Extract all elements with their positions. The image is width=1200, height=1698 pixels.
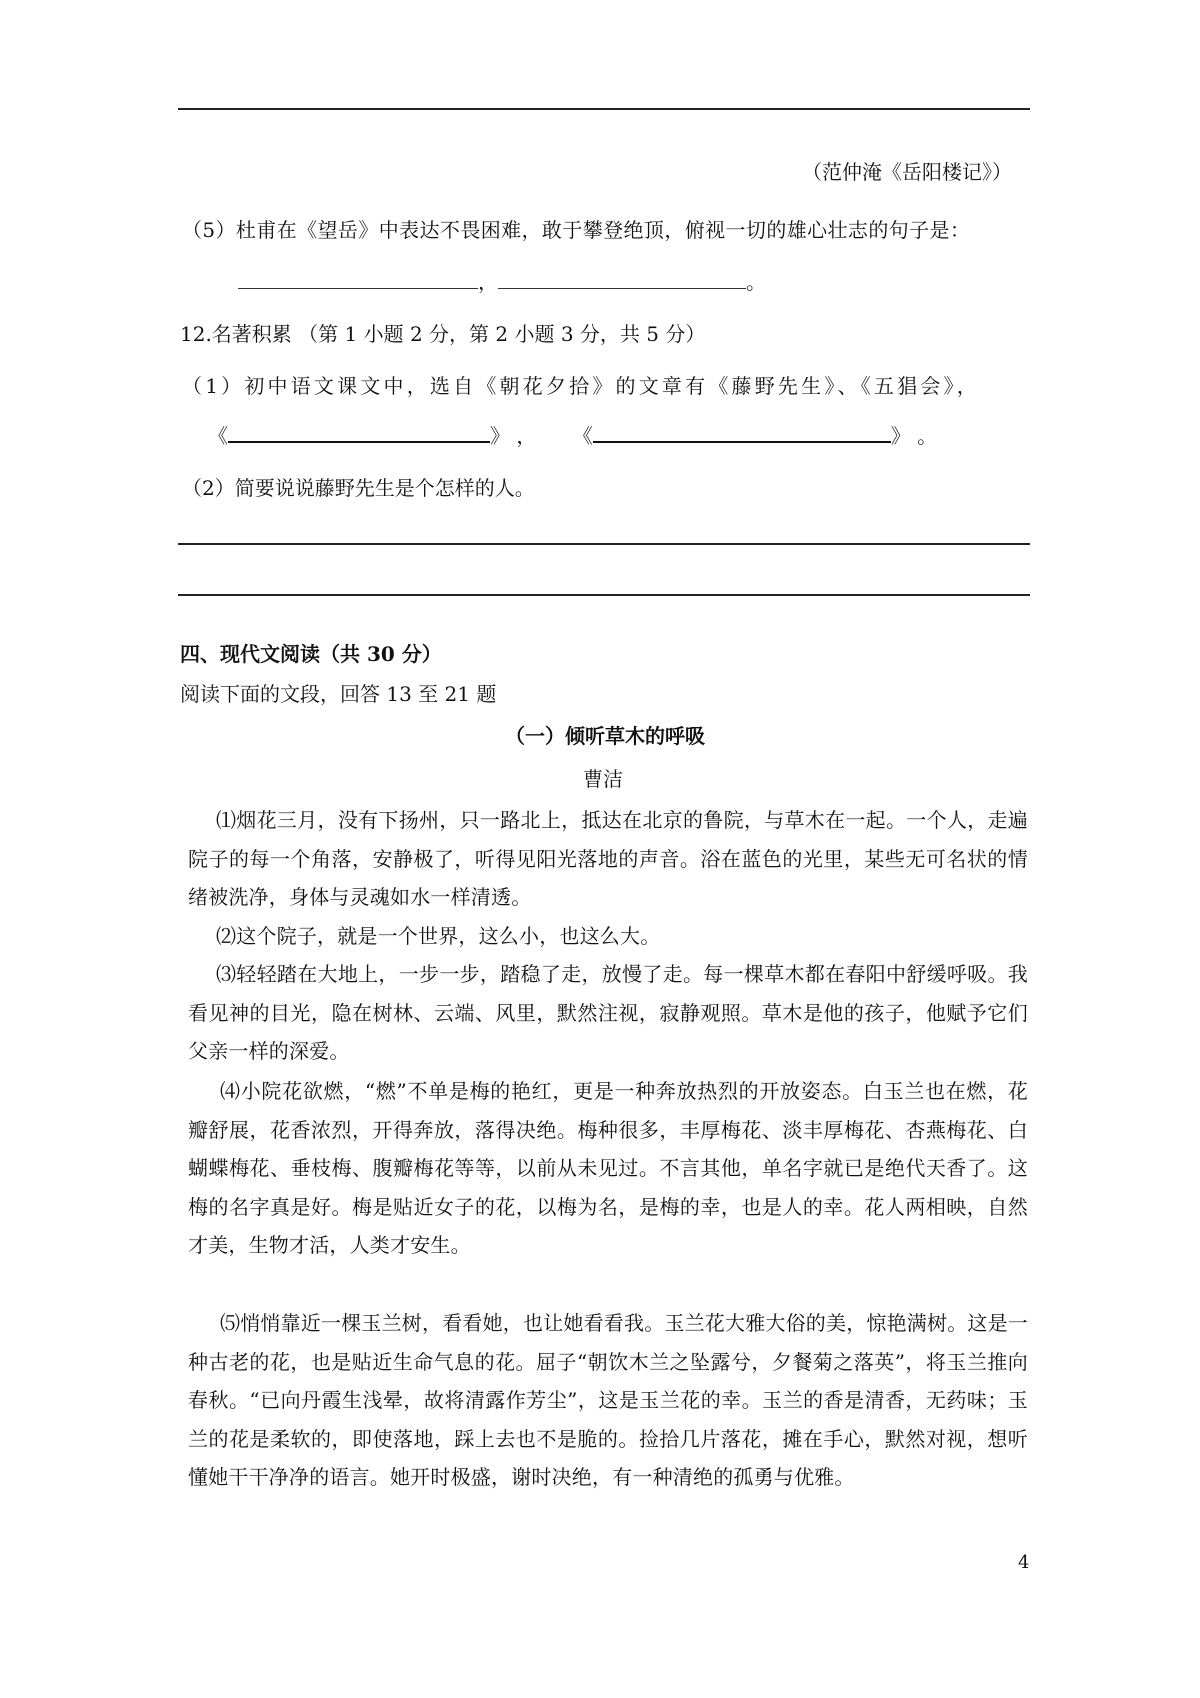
answer-line-2[interactable] <box>178 594 1030 596</box>
q12-part1: （1）初中语文课文中，选自《朝花夕拾》的文章有《藤野先生》、《五猖会》， <box>182 374 980 398</box>
article-paragraph-5: ⑸悄悄靠近一棵玉兰树，看看她，也让她看看我。玉兰花大雅大俗的美，惊艳满树。这是一种古老的花，也是贴近生命气息的花。屈子“朝饮木兰之坠露兮，夕餐菊之落英”，将玉兰推向春秋。“已向丹霞生浅晕，故将清露作芳尘”，这是玉兰花的幸。玉兰的香是清香，无药味；玉兰的花是柔软的，即使落地，踩上去也不是脆的。捡拾几片落花，摊在手心，默然对视，想听懂她干干净净的语言。她开时极盛，谢时决绝，有一种清绝的孤勇与优雅。 <box>188 1311 1028 1489</box>
q12-part2: （2）简要说说藤野先生是个怎样的人。 <box>182 476 535 500</box>
q12-part1-blanks <box>208 422 937 450</box>
answer-blank-2[interactable] <box>498 270 746 289</box>
open-quote-2: 《 <box>572 424 593 448</box>
article-paragraph-1: ⑴烟花三月，没有下扬州，只一路北上，抵达在北京的鲁院，与草木在一起。一个人，走遍院子的每一个角落，安静极了，听得见阳光落地的声音。浴在蓝色的光里，某些无可名状的情绪被洗净，身体与灵魂如水一样清透。 <box>188 808 1028 909</box>
open-quote-1: 《 <box>208 424 228 448</box>
book-title-blank-2[interactable] <box>593 423 891 443</box>
article-author: 曹洁 <box>583 767 623 791</box>
page-number: 4 <box>1018 1552 1030 1573</box>
header-rule <box>178 108 1030 110</box>
q11-5-answer-row <box>238 268 766 296</box>
separator: ， <box>478 270 498 294</box>
section4-instruction: 阅读下面的文段，回答 13 至 21 题 <box>180 682 497 706</box>
article-paragraph-3: ⑶轻轻踏在大地上，一步一步，踏稳了走，放慢了走。每一棵草木都在春阳中舒缓呼吸。我看见神的目光，隐在树林、云端、风里，默然注视，寂静观照。草木是他的孩子，他赋予它们父亲一样的深爱。 <box>188 962 1028 1063</box>
book-title-blank-1[interactable] <box>228 423 490 443</box>
close-quote-2: 》 。 <box>890 424 938 448</box>
q12-heading: 12.名著积累 （第 1 小题 2 分，第 2 小题 3 分，共 5 分） <box>180 322 706 346</box>
article-title: （一）倾听草木的呼吸 <box>505 724 705 748</box>
answer-blank-1[interactable] <box>238 270 478 289</box>
article-paragraph-4: ⑷小院花欲燃，“燃”不单是梅的艳红，更是一种奔放热烈的开放姿态。白玉兰也在燃，花瓣舒展，花香浓烈，开得奔放，落得决绝。梅种很多，丰厚梅花、淡丰厚梅花、杏燕梅花、白蝴蝶梅花、垂枝梅、腹瓣梅花等等，以前从未见过。不言其他，单名字就已是绝代天香了。这梅的名字真是好。梅是贴近女子的花，以梅为名，是梅的幸，也是人的幸。花人两相映，自然才美，生物才活，人类才安生。 <box>188 1079 1028 1257</box>
close-quote-1: 》 ， <box>490 424 537 448</box>
quote-source: （范仲淹《岳阳楼记》） <box>802 160 1012 184</box>
end-mark: 。 <box>746 270 766 294</box>
q11-5-prompt: （5）杜甫在《望岳》中表达不畏困难，敢于攀登绝顶，俯视一切的雄心壮志的句子是： <box>182 218 971 242</box>
section4-heading: 四、现代文阅读（共 30 分） <box>180 642 442 666</box>
article-paragraph-2: ⑵这个院子，就是一个世界，这么小，也这么大。 <box>216 924 661 948</box>
answer-line-1[interactable] <box>178 543 1030 545</box>
